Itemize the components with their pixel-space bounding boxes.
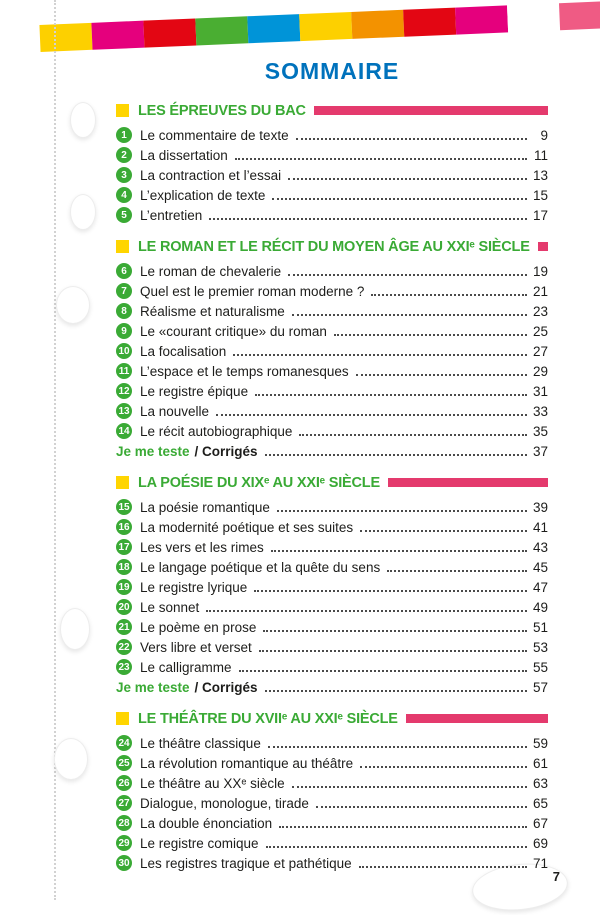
item-number-badge: 7 [116,283,132,299]
item-page-number: 49 [532,599,548,615]
item-page-number: 63 [532,775,548,791]
leader-dots-divider [255,394,527,396]
item-number-badge: 13 [116,403,132,419]
leader-dots-divider [206,610,527,612]
item-label: Réalisme et naturalisme [140,303,285,319]
item-label: Vers libre et verset [140,639,252,655]
item-label: Le langage poétique et la quête du sens [140,559,381,575]
item-number-badge: 19 [116,579,132,595]
item-number-badge: 22 [116,639,132,655]
leader-dots-divider [209,218,527,220]
binder-hole [56,286,90,324]
toc-item [116,773,548,793]
toc-item [116,537,548,557]
item-page-number: 69 [532,835,548,851]
toc-item [116,125,548,145]
item-label: La double énonciation [140,815,273,831]
item-number-badge: 30 [116,855,132,871]
toc-item [116,597,548,617]
toc-item [116,833,548,853]
leader-dots-divider [288,178,527,180]
item-label: La poésie romantique [140,499,270,515]
banner-segment [195,16,248,45]
toc-item [116,301,548,321]
binder-hole [60,608,90,650]
toc-item [116,813,548,833]
item-page-number: 45 [532,559,548,575]
toc-content [116,58,548,873]
item-page-number: 35 [532,423,548,439]
leader-dots-divider [316,806,527,808]
item-label: L’entretien [140,207,203,223]
item-page-number: 39 [532,499,548,515]
item-page-number: 37 [532,443,548,459]
leader-dots-divider [266,846,527,848]
leader-dots-divider [277,510,527,512]
item-number-badge: 11 [116,363,132,379]
banner-segment [39,23,92,52]
item-page-number: 47 [532,579,548,595]
item-page-number: 29 [532,363,548,379]
banner-segment [91,21,144,50]
item-label: Le récit autobiographique [140,423,293,439]
toc-sections [116,101,548,873]
item-page-number: 51 [532,619,548,635]
item-page-number: 67 [532,815,548,831]
toc-item [116,341,548,361]
item-number-badge: 2 [116,147,132,163]
item-page-number: 57 [532,679,548,695]
banner-segment [455,5,508,34]
item-label: La révolution romantique au théâtre [140,755,354,771]
section-title: LA POÉSIE DU XIXᵉ AU XXIᵉ SIÈCLE [138,474,380,491]
heading-accent-bar [388,478,548,487]
item-number-badge: 16 [116,519,132,535]
leader-dots-divider [279,826,527,828]
item-number-badge: 1 [116,127,132,143]
leader-dots-divider [371,294,527,296]
yellow-square-icon [116,476,129,489]
leader-dots-divider [254,590,527,592]
item-number-badge: 26 [116,775,132,791]
je-me-teste-row [116,441,548,461]
item-label: Le sonnet [140,599,200,615]
item-label: Le registre comique [140,835,259,851]
item-label: L’espace et le temps romanesques [140,363,349,379]
item-label: Le calligramme [140,659,232,675]
toc-item [116,145,548,165]
page-number: 7 [552,869,560,884]
item-number-badge: 8 [116,303,132,319]
leader-dots-divider [292,314,527,316]
item-page-number: 41 [532,519,548,535]
item-page-number: 61 [532,755,548,771]
item-page-number: 15 [532,187,548,203]
item-label: Le théâtre classique [140,735,261,751]
item-page-number: 11 [533,147,548,163]
item-page-number: 23 [532,303,548,319]
item-page-number: 19 [532,263,548,279]
leader-dots-divider [265,690,527,692]
item-number-badge: 5 [116,207,132,223]
item-label: Dialogue, monologue, tirade [140,795,309,811]
item-label: Quel est le premier roman moderne ? [140,283,365,299]
toc-item [116,617,548,637]
toc-item [116,753,548,773]
item-number-badge: 3 [116,167,132,183]
item-label: Les vers et les rimes [140,539,264,555]
toc-item [116,401,548,421]
leader-dots-divider [387,570,527,572]
banner-segment [299,12,352,41]
toc-item [116,657,548,677]
leader-dots-divider [259,650,527,652]
banner-segment [247,14,300,43]
item-page-number: 31 [532,383,548,399]
toc-item [116,361,548,381]
corriges-text: / Corrigés [194,679,258,695]
je-me-teste-label [116,680,258,695]
leader-dots-divider [272,198,527,200]
toc-item [116,557,548,577]
item-page-number: 43 [532,539,548,555]
toc-item [116,205,548,225]
item-page-number: 17 [532,207,548,223]
item-page-number: 65 [532,795,548,811]
toc-item [116,185,548,205]
toc-item [116,261,548,281]
section-title: LE THÉÂTRE DU XVIIᵉ AU XXIᵉ SIÈCLE [138,710,398,727]
toc-section [116,473,548,697]
item-label: L’explication de texte [140,187,266,203]
toc-item [116,497,548,517]
leader-dots-divider [292,786,527,788]
item-number-badge: 6 [116,263,132,279]
toc-item [116,577,548,597]
toc-section [116,101,548,225]
item-page-number: 9 [540,127,548,143]
item-number-badge: 28 [116,815,132,831]
item-number-badge: 12 [116,383,132,399]
binder-hole [70,102,96,138]
toc-item [116,793,548,813]
leader-dots-divider [239,670,527,672]
binder-hole [54,738,88,780]
toc-item [116,517,548,537]
item-label: Le roman de chevalerie [140,263,282,279]
heading-accent-bar [406,714,548,723]
toc-item [116,853,548,873]
item-number-badge: 20 [116,599,132,615]
item-number-badge: 24 [116,735,132,751]
banner-segment [559,1,600,30]
banner-segment [143,18,196,47]
section-heading [116,709,548,728]
je-me-teste-text: Je me teste [116,443,190,459]
item-label: La focalisation [140,343,227,359]
toc-item [116,321,548,341]
section-heading [116,473,548,492]
item-page-number: 27 [532,343,548,359]
item-label: Les registres tragique et pathétique [140,855,352,871]
yellow-square-icon [116,240,129,253]
leader-dots-divider [359,866,527,868]
item-page-number: 25 [532,323,548,339]
item-number-badge: 10 [116,343,132,359]
item-page-number: 59 [532,735,548,751]
item-label: Le «courant critique» du roman [140,323,327,339]
item-page-number: 53 [532,639,548,655]
banner-segment [351,10,404,39]
leader-dots-divider [288,274,527,276]
toc-section [116,237,548,461]
leader-dots-divider [233,354,527,356]
item-page-number: 21 [532,283,548,299]
section-title: LES ÉPREUVES DU BAC [138,102,306,119]
top-banner [39,1,600,52]
binder-hole [70,194,96,230]
item-number-badge: 27 [116,795,132,811]
toc-item [116,381,548,401]
item-label: Le registre lyrique [140,579,248,595]
toc-item [116,733,548,753]
item-label: La nouvelle [140,403,210,419]
section-title: LE ROMAN ET LE RÉCIT DU MOYEN ÂGE AU XXIᵉ SIÈCLE [138,238,530,255]
toc-item [116,281,548,301]
leader-dots-divider [265,454,527,456]
toc-item [116,165,548,185]
je-me-teste-row [116,677,548,697]
item-label: Le registre épique [140,383,249,399]
toc-section [116,709,548,873]
leader-dots-divider [299,434,527,436]
item-number-badge: 29 [116,835,132,851]
item-number-badge: 23 [116,659,132,675]
leader-dots-divider [356,374,527,376]
leader-dots-divider [271,550,527,552]
item-number-badge: 25 [116,755,132,771]
item-page-number: 33 [532,403,548,419]
toc-item [116,637,548,657]
section-heading [116,101,548,120]
item-page-number: 71 [532,855,548,871]
banner-segment [403,8,456,37]
leader-dots-divider [360,530,527,532]
item-page-number: 13 [532,167,548,183]
leader-dots-divider [334,334,527,336]
leader-dots-divider [268,746,527,748]
je-me-teste-label [116,444,258,459]
banner-segment [507,3,560,32]
item-label: Le commentaire de texte [140,127,289,143]
leader-dots-divider [235,158,527,160]
leader-dots-divider [360,766,527,768]
yellow-square-icon [116,104,129,117]
leader-dots-divider [296,138,527,140]
item-number-badge: 17 [116,539,132,555]
corriges-text: / Corrigés [194,443,258,459]
je-me-teste-text: Je me teste [116,679,190,695]
item-label: Le poème en prose [140,619,257,635]
item-number-badge: 14 [116,423,132,439]
item-number-badge: 15 [116,499,132,515]
item-label: La modernité poétique et ses suites [140,519,354,535]
yellow-square-icon [116,712,129,725]
page-title: SOMMAIRE [264,58,400,84]
item-page-number: 55 [532,659,548,675]
item-label: La dissertation [140,147,228,163]
leader-dots-divider [263,630,527,632]
item-number-badge: 18 [116,559,132,575]
toc-item [116,421,548,441]
leader-dots-divider [216,414,527,416]
item-number-badge: 21 [116,619,132,635]
item-label: La contraction et l’essai [140,167,282,183]
section-heading [116,237,548,256]
item-number-badge: 4 [116,187,132,203]
item-label: Le théâtre au XXᵉ siècle [140,775,285,791]
heading-accent-bar [538,242,548,251]
item-number-badge: 9 [116,323,132,339]
heading-accent-bar [314,106,548,115]
